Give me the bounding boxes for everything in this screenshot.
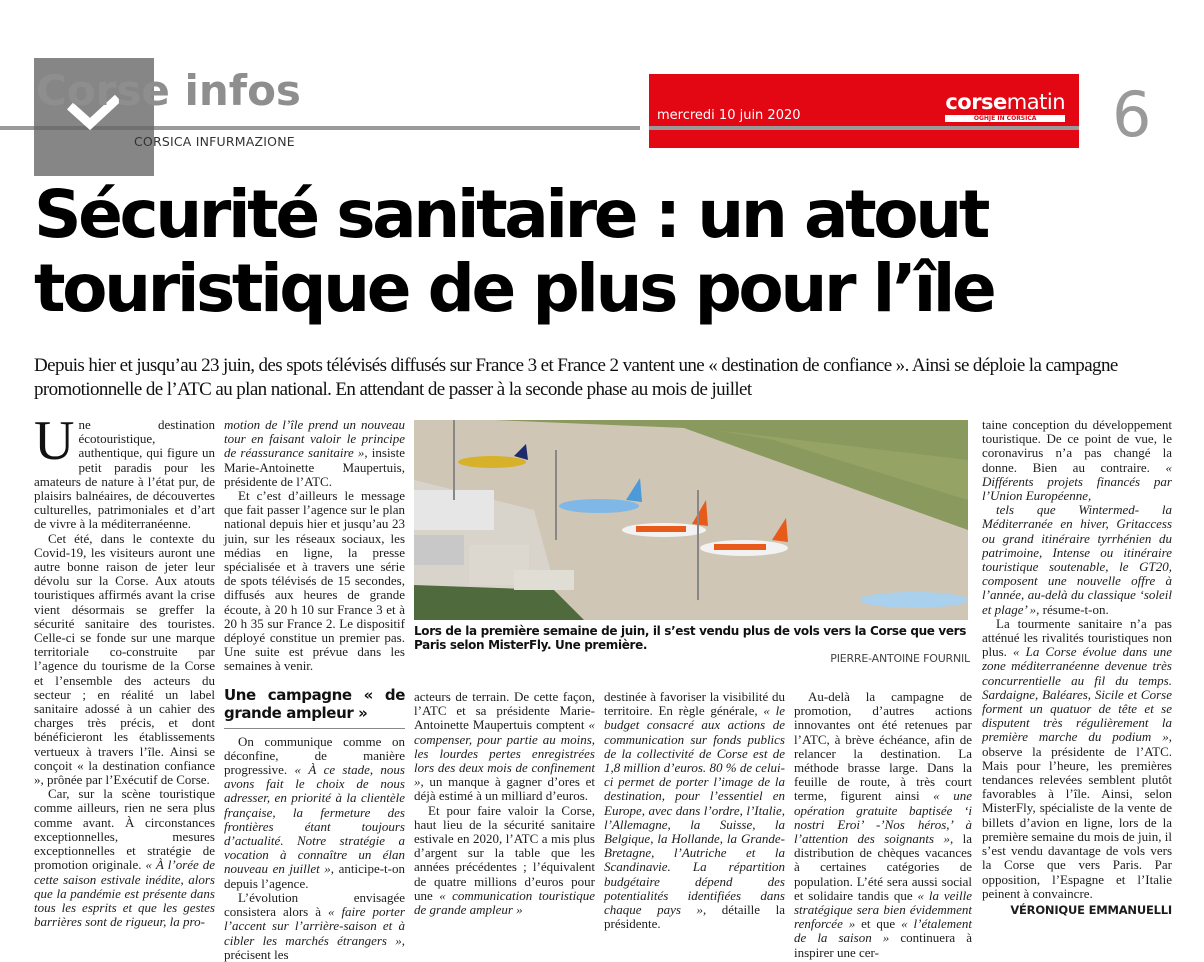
paragraph: On communique comme on déconfine, de manière progressive. « À ce stade, nous avons fait le choix de nous adresser, en priorité à la clientèle française, la fermeture des frontières étant toujours d’actualité. Notre stratégie a vocation à connaître un élan nouveau en juillet », anticipe-t-on depuis l’agence.: [224, 733, 405, 891]
article-lead: Depuis hier et jusqu’au 23 juin, des spots télévisés diffusés sur France 3 et France 2 vantent une « destination de confiance ». Ainsi se déploie la campagne promotionnelle de l’ATC au plan national. En attendant de passer à la seconde phase au mois de juillet: [34, 355, 1118, 400]
headline: [34, 178, 1074, 326]
paragraph: destinée à favoriser la visibilité du territoire. En règle générale, « le budget consacré aux actions de communication sur fonds publics de la collectivité de Corse est de 1,8 million d’euros. 80 % de celui-ci permet de porter l’image de la destination, pour l’essentiel en Europe, avec dans l’ordre, l’Italie, l’Allemagne, la Suisse, la Belgique, la Hollande, la Grande-Bretagne, l’Autriche et la Scandinavie. La répartition budgétaire dépend des potentialités identifiées dans chaque pays », détaille la présidente.: [604, 689, 786, 932]
article-column-3: [414, 690, 595, 954]
article-column-5: [794, 689, 972, 960]
section-subtitle: CORSICA INFURMAZIONE: [134, 134, 295, 149]
article-column-4: [604, 690, 785, 954]
paragraph: taine conception du développement touristique. De ce point de vue, le coronavirus n’a pas changé la donne. Bien au contraire. « Différents projets financés par l’Union Européenne,: [982, 417, 1172, 504]
paragraph: Car, sur la scène touristique comme ailleurs, rien ne sera plus comme avant. À circonstances exceptionnelles, mesures exceptionnelles et stratégie de promotion originale. « À l’orée de cette saison estivale inédite, alors que la pandémie est présente dans tous les esprits et que les gestes barrières sont de rigueur, la pro-: [34, 786, 215, 930]
issue-date: mercredi 10 juin 2020: [657, 108, 801, 123]
brand-name-bold: corse: [945, 90, 1007, 114]
brand-name-light: matin: [1006, 90, 1065, 114]
section-title: Corse infos: [36, 66, 301, 115]
photo-credit: PIERRE-ANTOINE FOURNIL: [830, 652, 970, 665]
headline-line-2: touristique de plus pour l’île: [34, 250, 994, 327]
plane-corsair: [860, 592, 968, 608]
paragraph: tels que Wintermed- la Méditerranée en hiver, Gritaccess ou grand itinéraire tyrrhénien du patrimoine, Intense ou itinéraire touristique soutenable, le GT20, composent une nouvelle offre à l’année, au-delà du classique ‘soleil et plage’ », résume-t-on.: [982, 502, 1172, 617]
article-column-6: [982, 418, 1172, 954]
subheading: Une campagne « de grande ampleur »: [224, 686, 405, 729]
paragraph: L’évolution envisagée consistera alors à « faire porter l’accent sur l’arrière-saison et à cibler les marchés étrangers », précisent les: [224, 889, 405, 962]
headline-line-1: Sécurité sanitaire : un atout: [34, 176, 987, 253]
article-column-2: [224, 417, 405, 962]
paragraph: motion de l’île prend un nouveau tour en faisant valoir le principe de réassurance sanitaire », insiste Marie-Antoinette Maupertuis, présidente de l’ATC.: [224, 417, 405, 489]
brand-band: [649, 74, 1079, 148]
drop-cap: U: [34, 410, 75, 472]
paragraph: La tourmente sanitaire n’a pas atténué les rivalités touristiques non plus. « La Corse évolue dans une zone méditerranéenne devenue très concurrentielle au fil du temps. Sardaigne, Baléares, Sicile et Corse forment un quatuor de tête et se disputent très régulièrement la première marche du podium », observe la présidente de l’ATC. Mais pour l’heure, les premières tendances relevées semblent plutôt favorables à l’île. Ainsi, selon MisterFly, spécialiste de la vente de billets d’avion en ligne, lors de la première semaine du mois de juin, il s’est vendu davantage de vols vers la Corse que vers Paris. Par opposition, l’Espagne et l’Italie peinent à convaincre.: [982, 615, 1172, 901]
brand-tagline: OGHJE IN CORSICA: [945, 115, 1065, 122]
page-number: 6: [1112, 78, 1152, 151]
paragraph: ne destination écotouristique, authentique, qui figure un petit paradis pour les amateurs de nature à l’état pur, de plaisirs balnéaires, de découvertes culturelles, patrimoniales et d’art de vivre à la méditerranéenne.: [34, 417, 215, 532]
paragraph: acteurs de terrain. De cette façon, l’ATC et sa présidente Marie-Antoinette Maupertuis comptent « compenser, pour partie au moins, les lourdes pertes enregistrées lors des deux mois de confinement », un manque à gagner d’ores et déjà estimé à un milliard d’euros.: [414, 689, 595, 804]
article-photo: [414, 420, 968, 620]
airport-photo-illustration: [414, 420, 968, 620]
brand-rule: [649, 126, 1079, 130]
author-signature: VÉRONIQUE EMMANUELLI: [1010, 902, 1172, 917]
article-column-1: [34, 410, 215, 954]
paragraph: Et pour faire valoir la Corse, haut lieu de la sécurité sanitaire estivale en 2020, l’ATC a mis plus d’argent sur la table que les années précédentes ; l’équivalent de quatre millions d’euros pour une « communication touristique de grande ampleur »: [414, 802, 595, 918]
paragraph: Cet été, dans le contexte du Covid-19, les visiteurs auront une autre bonne raison de jeter leur dévolu sur la Corse. Aux atouts touristiques affirmés avant la crise vient désormais se greffer la sécurité sanitaire des touristes. Celle-ci se fonde sur une marque territoriale co-construite par l’agence du tourisme de la Corse et l’ensemble des acteurs du secteur ; en réalité un label sanitaire adossé à un cahier des charges très précis, et dont bénéficieront les établissements vertueux à travers l’île. Ainsi se conçoit « la destination confiance », prônée par l’Exécutif de Corse.: [34, 530, 215, 788]
paragraph: Au-delà la campagne de promotion, d’autres actions innovantes ont été retenues par l’ATC, à brève échéance, afin de relancer la destination. La méthode brasse large. Dans la feuille de route, à très court terme, figurent ainsi « une opération gratuite baptisée ‘i nostri Eroi’ -’Nos héros,’ à l’attention des soignants », la distribution de chèques vacances à certaines catégories de population. L’été sera aussi social et solidaire tandis que « la veille stratégique sera bien évidemment renforcée » et que « l’étalement de la saison » continuera à inspirer une cer-: [794, 689, 972, 960]
photo-caption: Lors de la première semaine de juin, il s’est vendu plus de vols vers la Corse que vers Paris selon MisterFly. Une première.: [414, 624, 966, 652]
brand-logo: [945, 92, 1065, 122]
paragraph: Et c’est d’ailleurs le message que fait passer l’agence sur le plan national depuis hier et jusqu’au 23 juin, sur les réseaux sociaux, les médias en ligne, la presse spécialisée et à travers une série de spots télévisés de 15 secondes, diffusés aux heures de grande écoute, à 20 h 10 sur France 3 et à 20 h 35 sur France 2. Le dispositif déployé constitue un premier pas. Une suite est prévue dans les semaines à venir.: [224, 488, 405, 674]
